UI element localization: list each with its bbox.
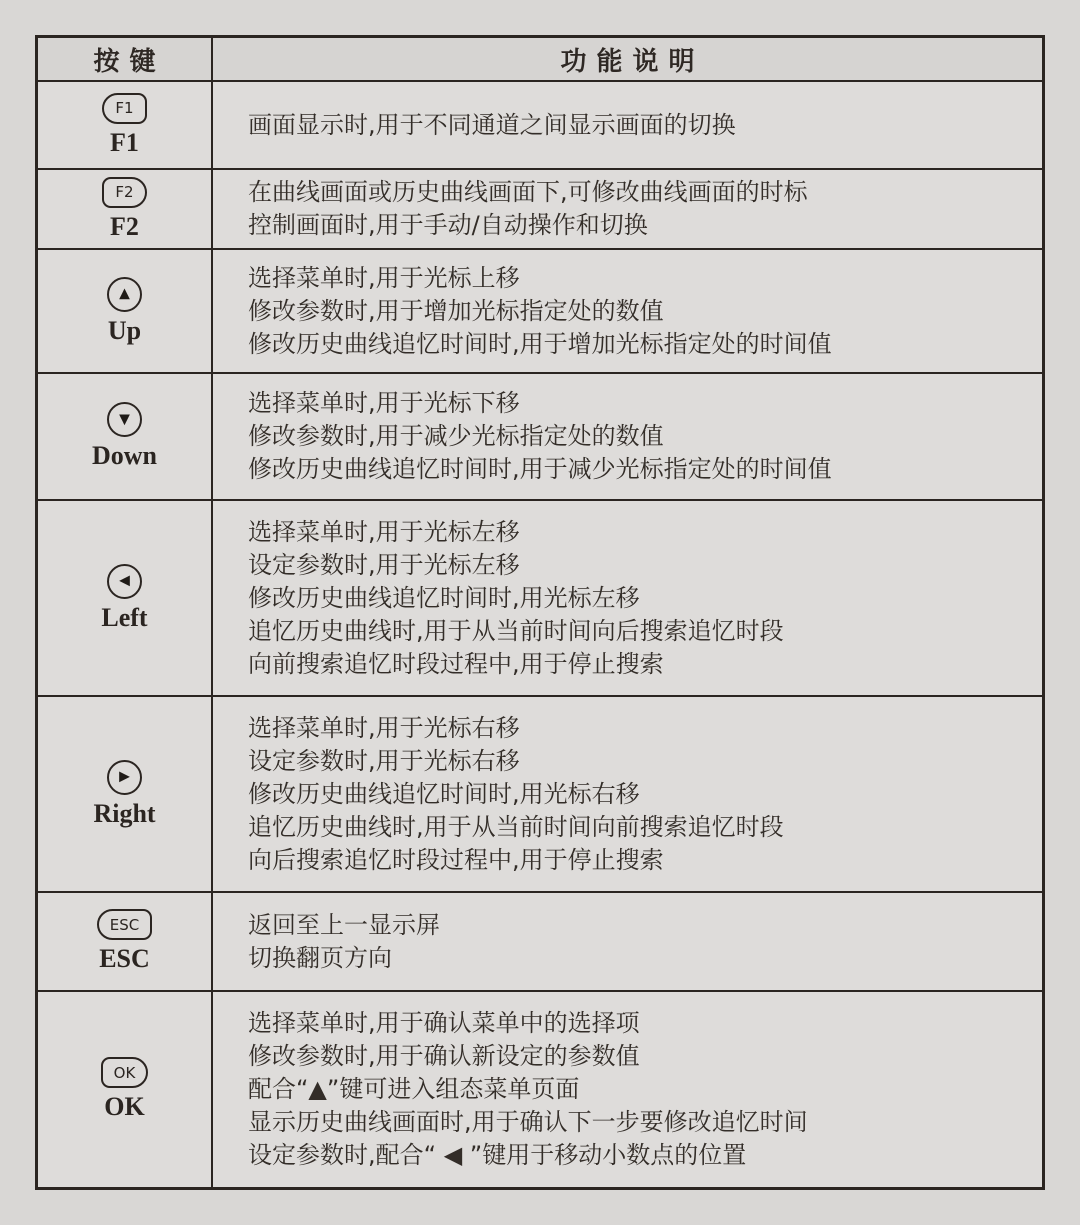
ok-key-icon: OK [101,1057,149,1088]
up-arrow-key-icon [107,277,142,312]
key-label: Right [93,798,156,828]
function-cell [213,501,1042,695]
function-description-line: 修改参数时,用于增加光标指定处的数值 [248,296,664,325]
key-cell [38,374,213,499]
function-cell [213,697,1042,891]
function-description-line: 追忆历史曲线时,用于从当前时间向后搜索追忆时段 [248,616,784,645]
function-description-line: 向后搜索追忆时段过程中,用于停止搜索 [248,845,664,874]
function-cell [213,893,1042,990]
key-cell [38,82,213,168]
up-triangle-icon: ▲ [119,285,130,302]
table-header-row [38,38,1042,82]
function-description-line: 设定参数时,用于光标右移 [248,746,520,775]
function-cell [213,374,1042,499]
key-label: Down [91,441,157,471]
function-description-line: 选择菜单时,用于光标左移 [248,517,520,546]
down-arrow-key-icon [107,402,142,437]
key-function-table [35,35,1045,1190]
down-triangle-icon: ▼ [119,411,130,428]
function-description-line: 修改历史曲线追忆时间时,用光标左移 [248,583,640,612]
key-cell [38,893,213,990]
key-label: OK [104,1092,145,1122]
key-label: F1 [110,127,139,157]
table-row [38,992,1042,1187]
function-description-line: 修改参数时,用于确认新设定的参数值 [248,1042,640,1070]
function-description-line: 选择菜单时,用于光标下移 [248,389,520,417]
function-cell [213,82,1042,168]
function-description-line: 选择菜单时,用于光标右移 [248,713,520,742]
function-description-line: 在曲线画面或历史曲线画面下,可修改曲线画面的时标 [248,178,808,206]
key-cell [38,697,213,891]
left-triangle-icon: ◀ [119,572,130,589]
function-description-line: 配合“▲”键可进入组态菜单页面 [248,1075,580,1103]
function-description-line: 控制画面时,用于手动/自动操作和切换 [248,211,648,239]
function-description-line: 选择菜单时,用于光标上移 [248,263,520,292]
header-function-column: 功能说明 [560,46,705,77]
key-cell [38,250,213,372]
esc-key-icon: ESC [97,909,152,940]
function-description-line: 向前搜索追忆时段过程中,用于停止搜索 [248,649,664,678]
function-cell [213,250,1042,372]
right-arrow-key-icon [107,760,142,795]
right-triangle-icon: ▶ [119,768,130,785]
function-description-line: 追忆历史曲线时,用于从当前时间向前搜索追忆时段 [248,812,784,841]
function-description-line: 修改历史曲线追忆时间时,用光标右移 [248,779,640,808]
function-description-line: 画面显示时,用于不同通道之间显示画面的切换 [248,110,736,139]
key-label: F2 [110,211,139,241]
function-cell [213,992,1042,1187]
key-cell [38,992,213,1187]
key-cell [38,170,213,248]
key-label: ESC [99,944,150,974]
key-cell [38,501,213,695]
header-keys-column: 按键 [38,38,213,80]
function-description-line: 返回至上一显示屏 [248,910,440,939]
table-row [38,893,1042,992]
table-row [38,697,1042,893]
function-description-line: 修改参数时,用于减少光标指定处的数值 [248,422,664,450]
table-row [38,374,1042,501]
table-row [38,170,1042,250]
f1-key-icon: F1 [102,93,146,124]
function-description-line: 设定参数时,配合“ ◀ ”键用于移动小数点的位置 [248,1141,747,1169]
left-arrow-key-icon [107,564,142,599]
table-row [38,250,1042,374]
function-cell [213,170,1042,248]
key-label: Left [101,602,148,632]
key-label: Up [107,315,142,345]
table-body [38,82,1042,1187]
function-description-line: 设定参数时,用于光标左移 [248,550,520,579]
function-description-line: 切换翻页方向 [248,943,392,972]
function-description-line: 修改历史曲线追忆时间时,用于减少光标指定处的时间值 [248,455,832,483]
function-description-line: 选择菜单时,用于确认菜单中的选择项 [248,1009,640,1037]
f2-key-icon: F2 [102,177,146,208]
table-row [38,82,1042,170]
function-description-line: 显示历史曲线画面时,用于确认下一步要修改追忆时间 [248,1108,808,1136]
table-row [38,501,1042,697]
function-description-line: 修改历史曲线追忆时间时,用于增加光标指定处的时间值 [248,329,832,358]
